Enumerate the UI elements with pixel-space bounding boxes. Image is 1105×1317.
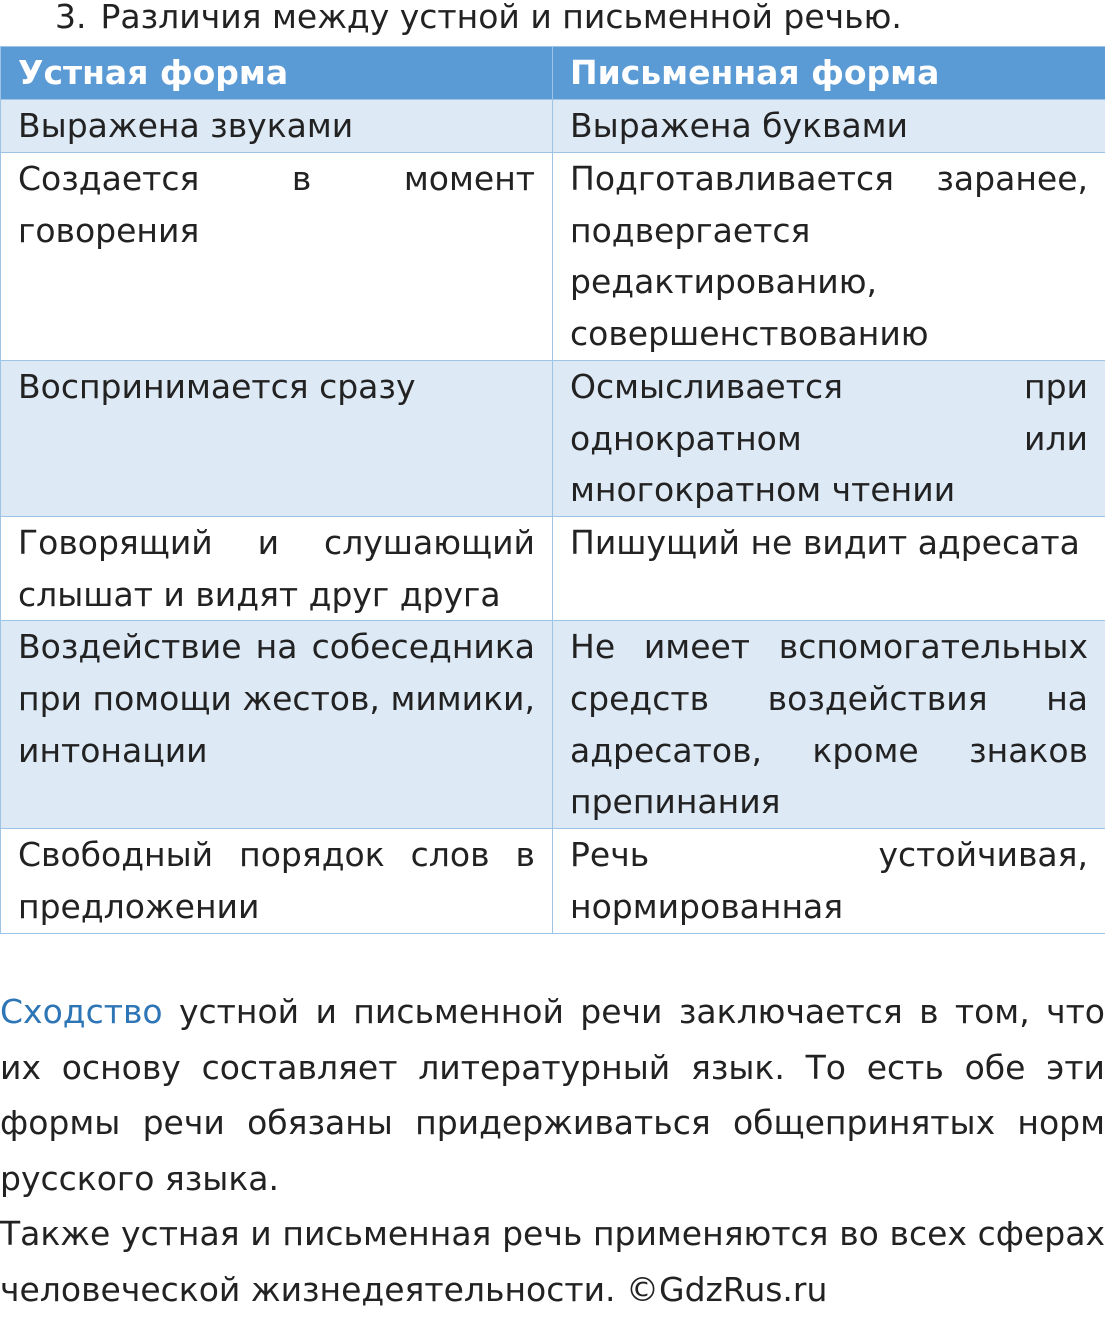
table-header-row	[1, 47, 1105, 100]
column-header-written: Письменная форма	[553, 47, 1105, 100]
table-cell-oral: Создается в момент говорения	[1, 153, 553, 361]
usage-paragraph: Также устная и письменная речь применяются во всех сферах человеческой жизнедеятельности. ©GdzRus.ru	[0, 1206, 1105, 1317]
similarity-text: устной и письменной речи заключается в том, что их основу составляет литературный язык. То есть обе эти формы речи обязаны придерживаться общепринятых норм русского языка.	[0, 992, 1105, 1198]
table-cell-written: Речь устойчивая, нормированная	[553, 829, 1105, 933]
task-heading	[55, 0, 902, 40]
table-row	[1, 100, 1105, 153]
table-row	[1, 153, 1105, 361]
table-cell-written: Выражена буквами	[553, 100, 1105, 153]
table-cell-oral: Свободный порядок слов в предложении	[1, 829, 553, 933]
similarity-paragraph	[0, 984, 1105, 1206]
task-title: Различия между устной и письменной речью.	[101, 0, 902, 36]
table-cell-oral: Говорящий и слушающий слышат и видят друг друга	[1, 516, 553, 620]
table-cell-written: Пишущий не видит адресата	[553, 516, 1105, 620]
table-row	[1, 829, 1105, 933]
table-cell-oral: Воспринимается сразу	[1, 360, 553, 516]
table-cell-written: Не имеет вспомогательных средств воздействия на адресатов, кроме знаков препинания	[553, 621, 1105, 829]
table-cell-written: Подготавливается заранее, подвергается редактированию, совершенствованию	[553, 153, 1105, 361]
table-cell-oral: Выражена звуками	[1, 100, 553, 153]
column-header-oral: Устная форма	[1, 47, 553, 100]
task-number: 3.	[55, 0, 87, 36]
similarity-keyword: Сходство	[0, 992, 163, 1031]
table-row	[1, 621, 1105, 829]
table-row	[1, 516, 1105, 620]
table-row	[1, 360, 1105, 516]
comparison-table	[0, 46, 1105, 934]
table-cell-oral: Воздействие на собеседника при помощи жестов, мимики, интонации	[1, 621, 553, 829]
table-cell-written: Осмысливается при однократном или многократном чтении	[553, 360, 1105, 516]
